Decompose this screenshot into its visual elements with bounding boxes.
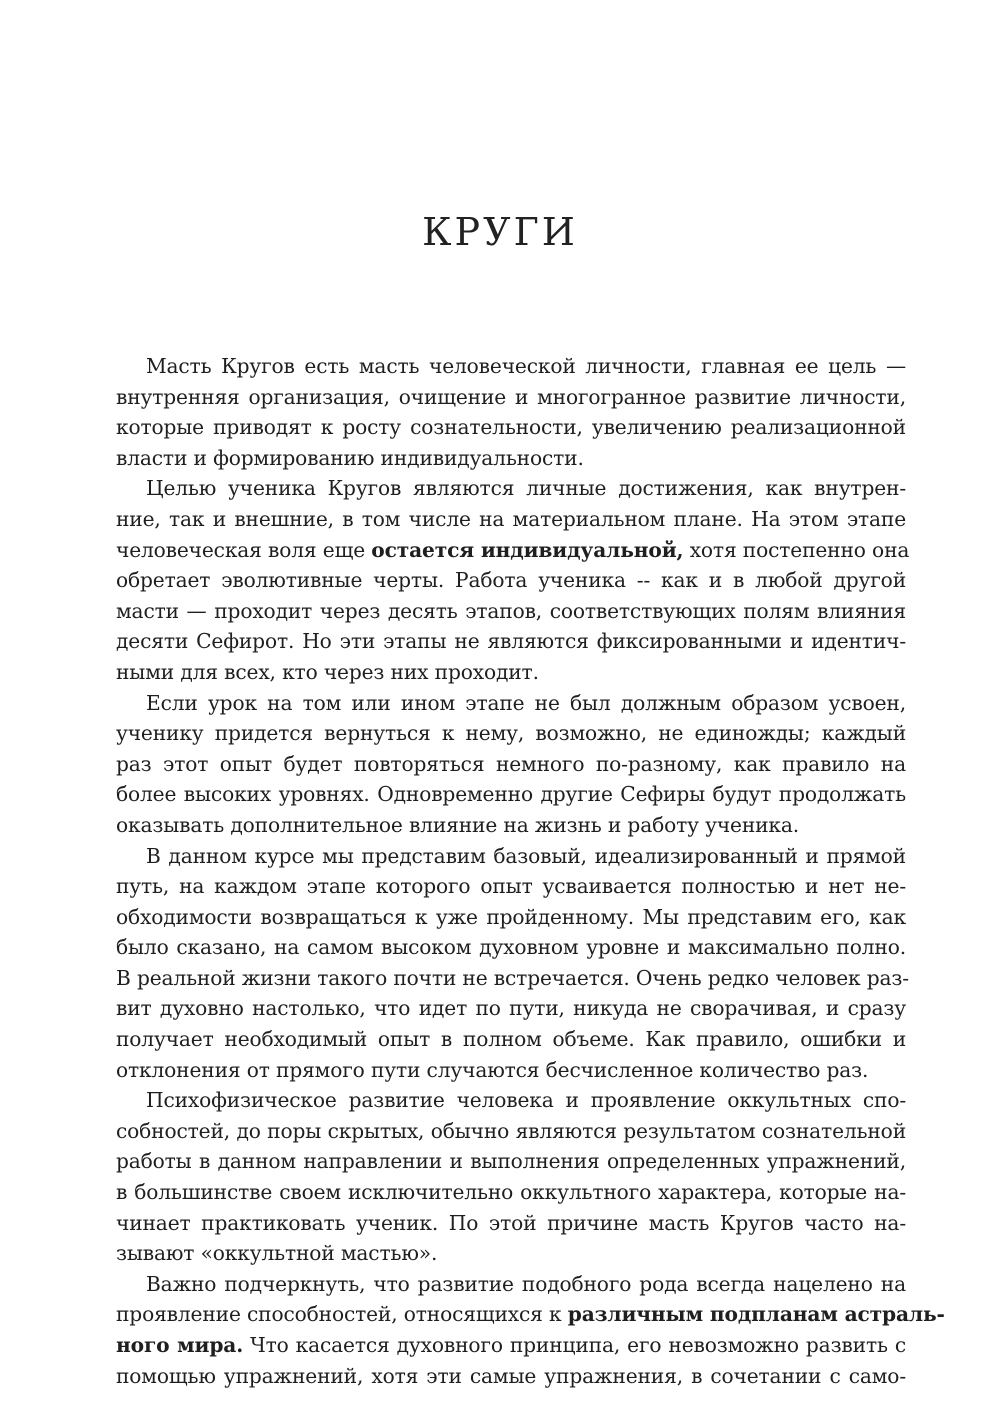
paragraph <box>116 841 909 1086</box>
text-line: чинает практиковать ученик. По этой причине масть Кругов часто на- <box>116 1210 906 1235</box>
paragraph <box>116 1085 906 1269</box>
body-text <box>116 351 945 1391</box>
paragraph <box>116 473 910 687</box>
text-line: Целью ученика Кругов являются личные достижения, как внутрен- <box>146 476 906 501</box>
text-line: более высоких уровнях. Одновременно другие Сефиры будут продолжать <box>116 782 906 807</box>
emphasis: различным подпланам астраль- <box>567 1302 945 1327</box>
text-line: ного мира. Что касается духовного принципа, его невозможно развить с <box>116 1333 906 1357</box>
text-line: внутренняя организация, очищение и многогранное развитие личности, <box>116 384 906 409</box>
text-line: Если урок на том или ином этапе не был должным образом усвоен, <box>146 690 906 715</box>
text-line: В данном курсе мы представим базовый, идеализированный и прямой <box>146 843 906 868</box>
text-line: В реальной жизни такого почти не встречается. Очень редко человек раз- <box>116 965 909 990</box>
text-line: ученику придется вернуться к нему, возможно, не единожды; каждый <box>116 721 906 746</box>
text-line: получает необходимый опыт в полном объеме. Как правило, ошибки и <box>116 1027 906 1052</box>
text-line: власти и формированию индивидуальности. <box>116 445 584 470</box>
text-line: помощью упражнений, хотя эти самые упражнения, в сочетании с само- <box>116 1363 906 1388</box>
chapter-title: КРУГИ <box>422 210 578 254</box>
text-line: оказывать дополнительное влияние на жизнь и работу ученика. <box>116 812 800 837</box>
text-line: работы в данном направлении и выполнения определенных упражнений, <box>116 1149 906 1174</box>
text-line: десяти Сефирот. Но эти этапы не являются фиксированными и идентич- <box>116 629 906 654</box>
paragraph <box>116 351 906 473</box>
paragraph <box>116 688 906 841</box>
text-line: ными для всех, кто через них проходит. <box>116 659 539 684</box>
text-line: Масть Кругов есть масть человеческой личности, главная ее цель — <box>146 354 906 378</box>
text-line: в большинстве своем исключительно оккультного характера, которые на- <box>116 1180 906 1205</box>
text-line: Психофизическое развитие человека и проявление оккультных спо- <box>146 1088 906 1113</box>
text-line: путь, на каждом этапе которого опыт усваивается полностью и нет не- <box>116 874 906 899</box>
text-line: человеческая воля еще остается индивидуальной, хотя постепенно она <box>116 537 910 562</box>
emphasis: остается индивидуальной, <box>371 537 684 562</box>
text-line: отклонения от прямого пути случаются бесчисленное количество раз. <box>116 1057 869 1082</box>
paragraph <box>116 1269 945 1391</box>
text-line: ние, так и внешние, в том числе на материальном плане. На этом этапе <box>116 506 906 531</box>
text-line: которые приводят к росту сознательности, увеличению реализационной <box>116 415 906 440</box>
text-line: было сказано, на самом высоком духовном уровне и максимально полно. <box>116 935 906 960</box>
text-line: обходимости возвращаться к уже пройденному. Мы представим его, как <box>116 904 906 929</box>
text-line: собностей, до поры скрытых, обычно являются результатом сознательной <box>116 1118 906 1143</box>
text-line: обретает эволютивные черты. Работа ученика -- как и в любой другой <box>116 568 906 593</box>
text-line: вит духовно настолько, что идет по пути, никуда не сворачивая, и сразу <box>116 996 906 1021</box>
text-line: зывают «оккультной мастью». <box>116 1241 438 1266</box>
emphasis: ного мира. <box>116 1333 244 1357</box>
text-line: раз этот опыт будет повторяться немного по-разному, как правило на <box>116 751 906 776</box>
text-line: масти — проходит через десять этапов, соответствующих полям влияния <box>116 598 906 623</box>
text-line: проявление способностей, относящихся к различным подпланам астраль- <box>116 1302 945 1327</box>
text-line: Важно подчеркнуть, что развитие подобного рода всегда нацелено на <box>146 1271 906 1296</box>
